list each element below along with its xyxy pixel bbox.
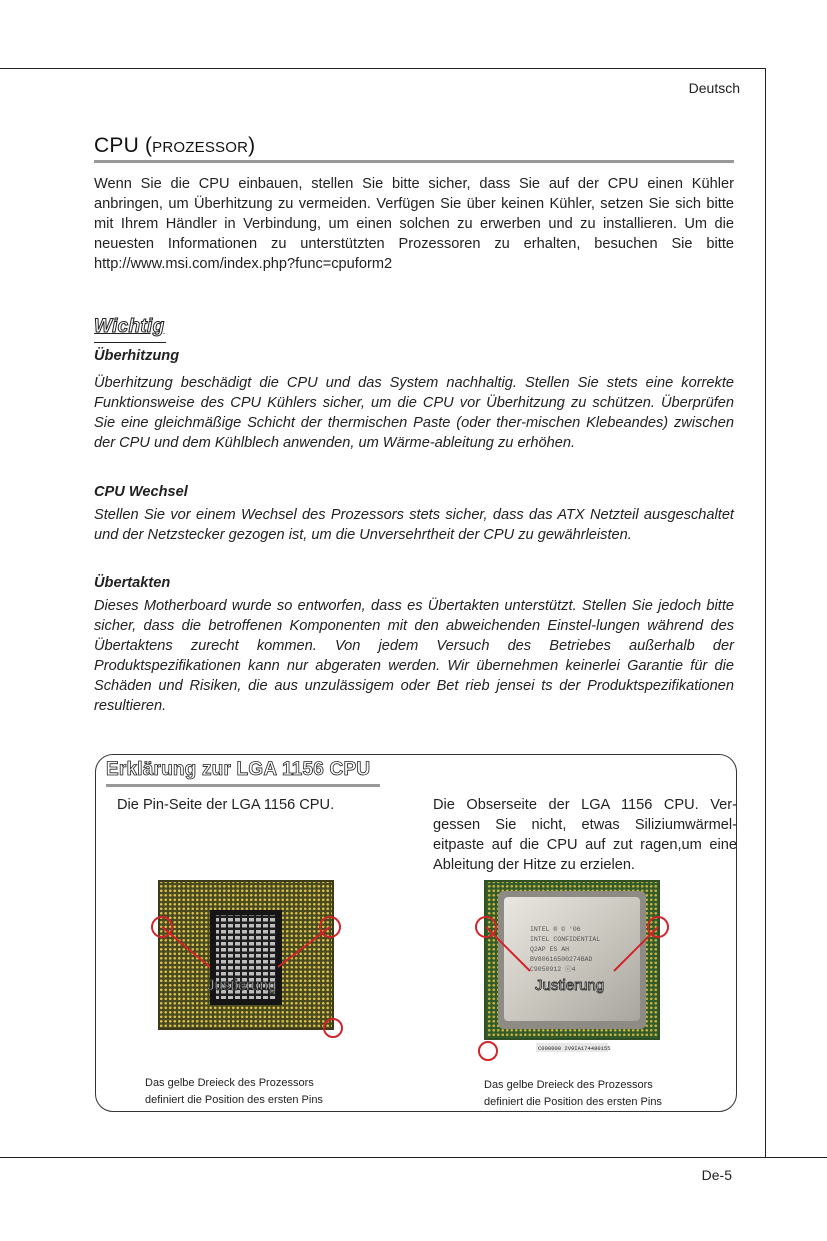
top-side-note	[484, 1077, 662, 1111]
chip-line-4: BV80616500274BAD	[530, 956, 593, 963]
important-title-rule	[94, 342, 166, 343]
lga-box-title: Erklärung zur LGA 1156 CPU	[106, 759, 371, 780]
header-language: Deutsch	[688, 80, 740, 96]
footer-rule	[0, 1157, 827, 1158]
pin-side-note-line-1: Das gelbe Dreieck des Prozessors	[145, 1077, 314, 1089]
alignment-label-right: Justierung	[535, 977, 605, 994]
chip-line-5: C9050912 ⓔ4	[530, 966, 576, 973]
chip-line-3: Q2AP ES AH	[530, 946, 570, 953]
important-text-cpu-change: Stellen Sie vor einem Wechsel des Prozessors stets sicher, dass das ATX Netzteil ausgeschaltet und der Netzstecker gezogen ist, um die Unversehrtheit der CPU zu gewährleisten.	[94, 507, 734, 543]
important-heading-overclocking: Übertakten	[94, 575, 171, 591]
section-title-underline	[94, 160, 734, 163]
important-heading-cpu-change: CPU Wechsel	[94, 484, 188, 500]
first-pin-marker-top	[479, 1042, 497, 1060]
cpu-pin-side-image	[150, 875, 350, 1065]
lga-box-title-underline	[106, 784, 380, 787]
top-side-note-line-2: definiert die Position des ersten Pins	[484, 1096, 662, 1108]
important-title: Wichtig	[94, 316, 165, 337]
page-number: De-5	[701, 1167, 732, 1183]
chip-line-1: INTEL ® © '06	[530, 926, 581, 933]
important-text-overheating: Überhitzung beschädigt die CPU und das System nachhaltig. Stellen Sie stets eine korrekte Funktionsweise des CPU Kühlers sicher, um die CPU vor Überhitzung zu schützen. Überprüfen Sie eine gleichmäßige Schicht der thermischen Paste (oder ther-mischen Klebeandes) zwischen der CPU und dem Kühlblech anwenden, um Wärme-ableitung zu erhöhen.	[94, 375, 734, 451]
pin-side-note	[145, 1075, 323, 1109]
intro-paragraph: Wenn Sie die CPU einbauen, stellen Sie bitte sicher, dass Sie auf der CPU einen Kühler anbringen, um Überhitzung zu vermeiden. Verfügen Sie über keinen Kühler, setzen Sie sich bitte mit Ihrem Händler in Verbindung, um einen solchen zu erwerben und zu installieren. Um die neuesten Informationen zu unterstützten Prozessoren zu erhalten, besuchen Sie bitte http://www.msi.com/index.php?func=cpuform2	[94, 176, 734, 272]
chip-line-2: INTEL CONFIDENTIAL	[530, 936, 601, 943]
header-rule	[0, 68, 766, 69]
cpu-top-side-image	[478, 875, 678, 1065]
pin-side-caption: Die Pin-Seite der LGA 1156 CPU.	[117, 797, 335, 813]
section-title: CPU (PROZESSOR)	[94, 134, 256, 157]
important-heading-overheating: Überhitzung	[94, 348, 180, 364]
important-text-overclocking: Dieses Motherboard wurde so entworfen, dass es Übertakten unterstützt. Stellen Sie jedoch bitte sicher, dass die betroffenen Komponenten mit den abweichenden Einstel-lungen während des Übertaktens zurecht kommen. Von jedem Versuch des Betriebes außerhalb der Produktspezifikationen kann nur abgeraten werden. Wir übernehmen keinerlei Garantie für die Schäden und Risiken, die aus unzulässigem oder Bet rieb jensei ts der Produktspezifikationen resultieren.	[94, 598, 734, 714]
pin-side-note-line-2: definiert die Position des ersten Pins	[145, 1094, 323, 1106]
top-side-note-line-1: Das gelbe Dreieck des Prozessors	[484, 1079, 653, 1091]
right-margin-rule	[765, 68, 766, 1158]
top-side-caption: Die Obserseite der LGA 1156 CPU. Ver-gessen Sie nicht, etwas Siliziumwärmel-eitpaste auf die CPU auf zut ragen,um eine Ableitung der Hitze zu erzielen.	[433, 797, 737, 873]
alignment-label-left: Justierung	[207, 977, 277, 994]
chip-serial: C000000 2V9IA174480155	[538, 1045, 611, 1052]
